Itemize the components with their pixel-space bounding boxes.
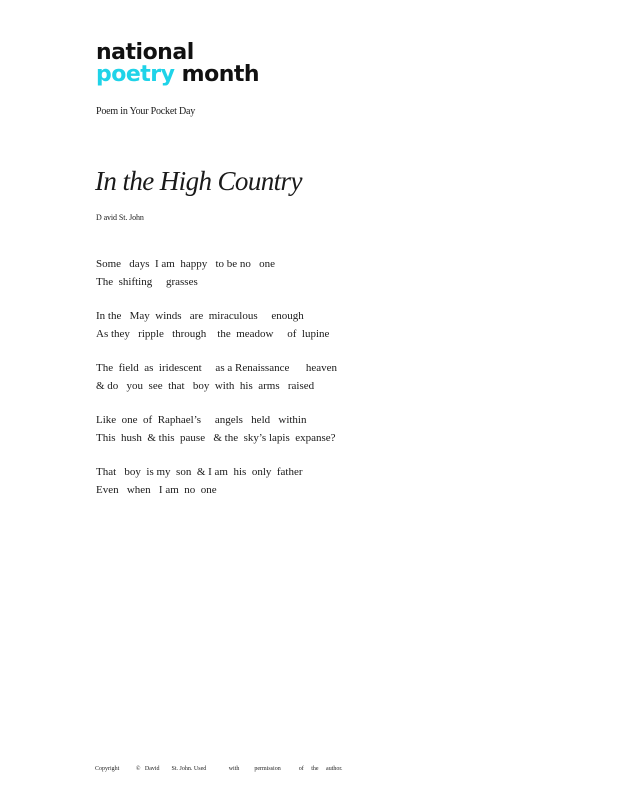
stanza-2 [96, 307, 337, 343]
verse-line: That boy is my son & I am his only father [96, 466, 303, 478]
verse-line: Like one of Raphael’s angels held within [96, 414, 307, 426]
verse-line: Even when I am no one [96, 484, 217, 496]
logo-line-poetry-month [96, 64, 259, 86]
stanza-3 [96, 359, 337, 395]
poem-author: D avid St. John [96, 213, 144, 222]
copyright-notice: Copyright © David St. John. Used with permission of the author. [95, 766, 343, 772]
verse-line: This hush & this pause & the sky’s lapis expanse? [96, 432, 336, 444]
poem-title: In the High Country [95, 166, 302, 196]
national-poetry-month-logo [96, 42, 259, 86]
event-subtitle: Poem in Your Pocket Day [96, 106, 196, 117]
logo-word-month: month [174, 62, 260, 87]
stanza-4 [96, 411, 337, 447]
verse-line: The field as iridescent as a Renaissance heaven [96, 362, 337, 374]
logo-line-national: national [96, 40, 194, 65]
verse-line: As they ripple through the meadow of lupine [96, 328, 330, 340]
stanza-5 [96, 463, 337, 499]
stanza-1 [96, 255, 337, 291]
verse-line: In the May winds are miraculous enough [96, 310, 304, 322]
logo-word-poetry: poetry [96, 62, 175, 87]
verse-line: & do you see that boy with his arms raised [96, 380, 315, 392]
poem-body [96, 255, 337, 515]
verse-line: The shifting grasses [96, 276, 198, 288]
verse-line: Some days I am happy to be no one [96, 258, 276, 270]
